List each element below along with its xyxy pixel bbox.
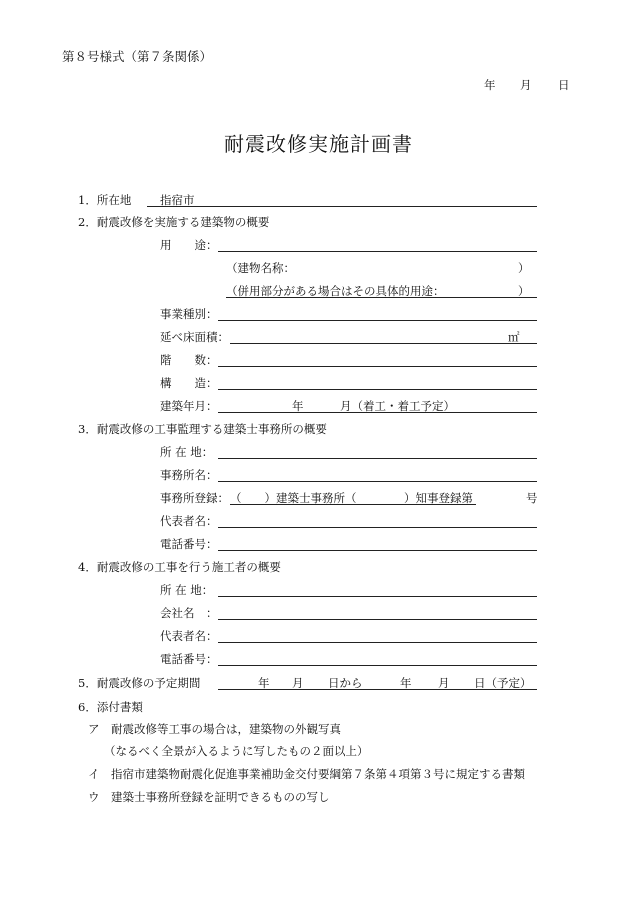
architect-address-label: 所 在 地： bbox=[160, 445, 214, 459]
business-type-field-line[interactable] bbox=[218, 320, 537, 321]
office-registration-label: 事務所登録： bbox=[160, 491, 229, 505]
company-name-field-line[interactable] bbox=[218, 619, 537, 620]
form-number: 第８号様式（第７条関係） bbox=[62, 49, 213, 64]
attachment-c: ウ 建築士事務所登録を証明できるものの写し bbox=[88, 790, 330, 804]
company-name-label: 会社名 ： bbox=[160, 606, 218, 620]
document-title: 耐震改修実施計画書 bbox=[224, 132, 413, 156]
section-1-label: 1．所在地 bbox=[78, 193, 132, 207]
start-day-label: 日から bbox=[328, 676, 363, 690]
end-day-label: 日（予定） bbox=[474, 676, 532, 690]
contractor-phone-field-line[interactable] bbox=[218, 665, 537, 666]
office-registration-field-line[interactable] bbox=[230, 504, 476, 505]
contractor-address-label: 所 在 地： bbox=[160, 583, 214, 597]
office-registration-type: （ ）建築士事務所（ bbox=[230, 491, 357, 505]
architect-phone-label: 電話番号： bbox=[160, 537, 218, 551]
schedule-field-line[interactable] bbox=[218, 689, 537, 690]
use-field-line[interactable] bbox=[218, 251, 537, 252]
built-month-label: 月（着工・着工予定） bbox=[340, 399, 455, 413]
building-name-close: ） bbox=[518, 261, 530, 275]
architect-representative-label: 代表者名： bbox=[160, 514, 218, 528]
mixed-use-field-line[interactable] bbox=[226, 297, 537, 298]
built-date-field-line[interactable] bbox=[218, 412, 537, 413]
floors-field-line[interactable] bbox=[218, 366, 537, 367]
location-field-line[interactable] bbox=[147, 206, 537, 207]
date-month-label: 月 bbox=[520, 78, 532, 92]
structure-field-line[interactable] bbox=[218, 389, 537, 390]
building-name-label: （建物名称： bbox=[226, 261, 295, 275]
attachment-a: ア 耐震改修等工事の場合は，建築物の外観写真 bbox=[88, 722, 341, 736]
section-4-label: 4．耐震改修の工事を行う施工者の概要 bbox=[78, 560, 281, 574]
mixed-use-close: ） bbox=[518, 284, 530, 298]
start-year-label: 年 bbox=[258, 676, 270, 690]
attachment-a-note: （なるべく全景が入るように写したもの２面以上） bbox=[104, 744, 369, 758]
contractor-representative-label: 代表者名： bbox=[160, 629, 218, 643]
structure-label: 構 造： bbox=[160, 376, 218, 390]
architect-representative-field-line[interactable] bbox=[218, 527, 537, 528]
floors-label: 階 数： bbox=[160, 353, 218, 367]
office-registration-number-suffix: 号 bbox=[526, 491, 538, 505]
section-6-label: 6．添付書類 bbox=[78, 700, 143, 714]
attachment-b: イ 指宿市建築物耐震化促進事業補助金交付要綱第７条第４項第３号に規定する書類 bbox=[88, 767, 525, 781]
built-year-label: 年 bbox=[292, 399, 304, 413]
start-month-label: 月 bbox=[292, 676, 304, 690]
use-label: 用 途： bbox=[160, 238, 218, 252]
floor-area-field-line[interactable] bbox=[230, 343, 537, 344]
end-year-label: 年 bbox=[400, 676, 412, 690]
contractor-phone-label: 電話番号： bbox=[160, 652, 218, 666]
section-3-label: 3．耐震改修の工事監理する建築士事務所の概要 bbox=[78, 422, 327, 436]
date-year-label: 年 bbox=[484, 78, 496, 92]
section-2-label: 2．耐震改修を実施する建築物の概要 bbox=[78, 215, 270, 229]
contractor-address-field-line[interactable] bbox=[218, 596, 537, 597]
office-name-label: 事務所名： bbox=[160, 468, 218, 482]
business-type-label: 事業種別： bbox=[160, 307, 218, 321]
office-name-field-line[interactable] bbox=[218, 481, 537, 482]
office-registration-number-label: ）知事登録第 bbox=[404, 491, 473, 505]
contractor-representative-field-line[interactable] bbox=[218, 642, 537, 643]
architect-phone-field-line[interactable] bbox=[218, 550, 537, 551]
section-5-label: 5．耐震改修の予定期間 bbox=[78, 676, 201, 690]
built-date-label: 建築年月： bbox=[160, 399, 218, 413]
architect-address-field-line[interactable] bbox=[218, 458, 537, 459]
mixed-use-label: （併用部分がある場合はその具体的用途： bbox=[226, 284, 445, 298]
floor-area-label: 延べ床面積： bbox=[160, 330, 229, 344]
floor-area-unit: ㎡ bbox=[508, 330, 520, 344]
end-month-label: 月 bbox=[438, 676, 450, 690]
location-value: 指宿市 bbox=[160, 193, 195, 207]
date-day-label: 日 bbox=[558, 78, 570, 92]
